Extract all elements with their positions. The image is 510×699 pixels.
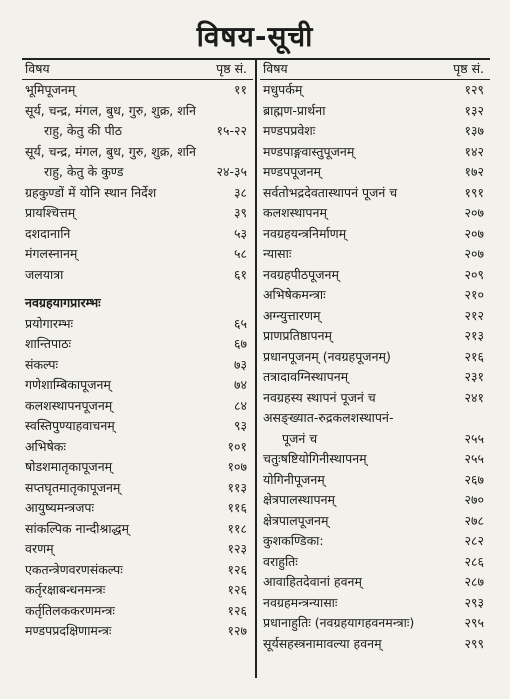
entry-title: नवग्रहमन्त्रन्यासाः xyxy=(263,594,338,610)
toc-entry xyxy=(260,593,490,614)
entry-title: संकल्पः xyxy=(25,356,59,372)
toc-entry xyxy=(260,408,490,429)
toc-entry xyxy=(260,531,490,552)
entry-title: सूर्यसहस्त्रनामावल्या हवनम् xyxy=(263,635,382,651)
toc-entry xyxy=(22,162,253,183)
entry-page-number: ११ xyxy=(233,82,247,97)
toc-entry xyxy=(260,162,490,183)
toc-entry xyxy=(260,470,490,491)
entry-title: भूमिपूजनम् xyxy=(25,82,76,97)
entry-title: राहु, केतु के कुण्ड xyxy=(44,164,124,179)
toc-entry xyxy=(260,490,490,511)
page-number-header: पृष्ठ सं. xyxy=(216,61,247,76)
entry-page-number: ७४ xyxy=(233,377,247,392)
entry-page-number: २१० xyxy=(464,287,484,302)
entry-page-number: २७८ xyxy=(464,512,484,528)
entry-title: ग्रहकुण्डों में योनि स्थान निर्देश xyxy=(25,184,157,200)
toc-entry xyxy=(22,539,253,560)
toc-entry xyxy=(22,203,253,224)
toc-entry xyxy=(22,498,253,519)
entry-page-number: ६१ xyxy=(233,266,247,282)
entry-page-number: २७० xyxy=(464,492,484,507)
toc-entry xyxy=(22,396,253,417)
entry-page-number: १७२ xyxy=(464,164,484,179)
entry-title: क्षेत्रपालपूजनम् xyxy=(263,512,329,528)
entry-title: कुशकण्डिका: xyxy=(263,533,324,548)
entry-page-number: २०७ xyxy=(464,225,484,241)
entry-title: मधुपर्कम् xyxy=(263,82,303,97)
entry-page-number: २५५ xyxy=(464,451,484,466)
toc-entry xyxy=(260,613,490,634)
entry-page-number: १३२ xyxy=(464,102,484,118)
toc-entry xyxy=(260,244,490,265)
entry-page-number: २०७ xyxy=(464,205,484,220)
entry-page-number: ८४ xyxy=(233,397,247,413)
entry-title: स्वस्तिपुण्याहवाचनम् xyxy=(25,418,115,433)
entry-page-number: २९९ xyxy=(464,635,484,651)
entry-title: असङ्ख्यात-रुद्रकलशस्थापनं- xyxy=(263,410,394,425)
entry-page-number: १०१ xyxy=(227,438,247,454)
entry-page-number: १२६ xyxy=(227,602,247,618)
entry-page-number: १२३ xyxy=(227,541,247,556)
entry-page-number: १०७ xyxy=(227,459,247,474)
entry-page-number: ११८ xyxy=(227,520,247,536)
toc-entry xyxy=(260,265,490,286)
entry-title: राहु, केतु की पीठ xyxy=(44,123,123,138)
toc-entry xyxy=(22,183,253,204)
right-column xyxy=(260,58,490,654)
toc-entry xyxy=(22,416,253,437)
entry-page-number: १५-२२ xyxy=(216,123,247,138)
entry-page-number: २४१ xyxy=(464,389,484,405)
subject-header: विषय xyxy=(263,61,288,76)
toc-entry xyxy=(22,560,253,581)
entry-title: एकतन्त्रेणवरणसंकल्पः xyxy=(25,561,123,577)
entry-title: नवग्रहपीठपूजनम् xyxy=(263,266,339,282)
entry-page-number: १९१ xyxy=(464,184,484,200)
row-spacer xyxy=(22,285,253,293)
entry-title: मण्डपपूजनम् xyxy=(263,164,321,179)
column-divider xyxy=(255,58,257,678)
toc-entry xyxy=(22,334,253,355)
entry-page-number: ५३ xyxy=(233,225,247,241)
entry-page-number: २८२ xyxy=(464,533,484,548)
entry-title: सर्वतोभद्रदेवतास्थापनं पूजनं च xyxy=(263,184,398,200)
toc-entry xyxy=(22,224,253,245)
entry-page-number: २०९ xyxy=(464,266,484,282)
toc-entry xyxy=(22,580,253,601)
toc-entry xyxy=(260,347,490,368)
toc-entry xyxy=(260,183,490,204)
page-title: विषय-सूची xyxy=(196,20,314,53)
left-column xyxy=(22,58,253,642)
toc-entry xyxy=(260,552,490,573)
entry-page-number: २४-३५ xyxy=(216,164,247,179)
toc-entry xyxy=(22,355,253,376)
toc-entry xyxy=(260,285,490,306)
entry-title: दशदानानि xyxy=(25,225,71,241)
entry-page-number: २०७ xyxy=(464,246,484,261)
entry-page-number: २१२ xyxy=(464,307,484,323)
entry-page-number: ३८ xyxy=(233,184,247,200)
entry-page-number: १२९ xyxy=(464,82,484,97)
entry-page-number: ७३ xyxy=(233,356,247,372)
entry-page-number: १३७ xyxy=(464,123,484,138)
toc-entry xyxy=(260,388,490,409)
entry-page-number: २९५ xyxy=(464,615,484,630)
entry-page-number: २१६ xyxy=(464,348,484,364)
toc-entry xyxy=(260,429,490,450)
entry-title: ब्राह्मण-प्रार्थना xyxy=(263,102,326,118)
entry-title: तत्रादावग्निस्थापनम् xyxy=(263,369,349,384)
toc-entry xyxy=(22,142,253,163)
entry-title: सांकल्पिक नान्दीश्राद्धम् xyxy=(25,520,130,536)
entry-title: पूजनं च xyxy=(282,430,318,446)
entry-page-number: २८६ xyxy=(464,553,484,569)
toc-entry xyxy=(22,314,253,335)
toc-entry xyxy=(260,367,490,388)
entry-page-number: २५५ xyxy=(464,430,484,446)
entry-title: नवग्रहयागप्रारम्भः xyxy=(25,295,101,310)
toc-entry xyxy=(260,306,490,327)
toc-entry xyxy=(260,101,490,122)
entry-title: नवग्रहयन्त्रनिर्माणम् xyxy=(263,225,347,241)
toc-entry xyxy=(22,80,253,101)
entry-title: शान्तिपाठः xyxy=(25,336,72,351)
entry-title: कलशस्थापनम् xyxy=(263,205,327,220)
toc-entry xyxy=(260,449,490,470)
toc-entry xyxy=(260,80,490,101)
toc-entry xyxy=(22,121,253,142)
entry-title: प्रधानाहुतिः (नवग्रहयागहवनमन्त्राः) xyxy=(263,615,415,630)
entry-title: प्राणप्रतिष्ठापनम् xyxy=(263,328,332,343)
entry-title: गणेशाम्बिकापूजनम् xyxy=(25,377,111,392)
entry-title: सूर्य, चन्द्र, मंगल, बुध, गुरु, शुक्र, शनि xyxy=(25,102,196,118)
entry-title: जलयात्रा xyxy=(25,266,64,282)
toc-entry xyxy=(260,142,490,163)
entry-title: मण्डपप्रदक्षिणामन्त्रः xyxy=(25,623,112,638)
right-column-header xyxy=(260,58,490,80)
entry-page-number: १२६ xyxy=(227,561,247,577)
entry-title: मण्डपाङ्गवास्तुपूजनम् xyxy=(263,143,355,159)
toc-entry xyxy=(260,121,490,142)
toc-entry xyxy=(22,478,253,499)
toc-entry xyxy=(22,244,253,265)
entry-page-number: ६५ xyxy=(233,315,247,331)
entry-page-number: ३९ xyxy=(233,205,247,220)
entry-title: मण्डपप्रवेशः xyxy=(263,123,316,138)
entry-title: चतुःषष्टियोगिनीस्थापनम् xyxy=(263,451,367,466)
entry-title: न्यासाः xyxy=(263,246,292,261)
entry-title: सूर्य, चन्द्र, मंगल, बुध, गुरु, शुक्र, शनि xyxy=(25,143,196,159)
entry-title: सप्तघृतमातृकापूजनम् xyxy=(25,479,121,495)
entry-title: षोडशमातृकापूजनम् xyxy=(25,459,113,474)
entry-title: कर्तृरक्षाबन्धनमन्त्रः xyxy=(25,582,106,597)
entry-title: नवग्रहस्य स्थापनं पूजनं च xyxy=(263,389,376,405)
toc-entry xyxy=(22,621,253,642)
toc-entry xyxy=(22,375,253,396)
toc-entry xyxy=(260,203,490,224)
entry-title: क्षेत्रपालस्थापनम् xyxy=(263,492,336,507)
entry-title: योगिनीपूजनम् xyxy=(263,471,325,487)
section-heading xyxy=(22,293,253,314)
entry-title: आयुष्यमन्त्रजपः xyxy=(25,500,95,515)
toc-entry xyxy=(22,437,253,458)
entry-page-number: १४२ xyxy=(464,143,484,159)
entry-page-number: ९३ xyxy=(233,418,247,433)
subject-header: विषय xyxy=(25,61,50,76)
toc-entry xyxy=(260,511,490,532)
entry-title: कलशस्थापनपूजनम् xyxy=(25,397,113,413)
entry-page-number: १२६ xyxy=(227,582,247,597)
entry-title: मंगलस्नानम् xyxy=(25,246,78,261)
toc-entry xyxy=(22,101,253,122)
left-entry-list xyxy=(22,80,253,642)
entry-page-number: २१३ xyxy=(464,328,484,343)
entry-page-number: ११६ xyxy=(227,500,247,515)
toc-entry xyxy=(260,572,490,593)
page-number-header: पृष्ठ सं. xyxy=(453,61,484,76)
entry-page-number: ६७ xyxy=(233,336,247,351)
entry-title: प्रायश्चित्तम् xyxy=(25,205,76,220)
entry-title: वरणम् xyxy=(25,541,54,556)
entry-page-number: २६७ xyxy=(464,471,484,487)
entry-page-number: २८७ xyxy=(464,574,484,589)
entry-page-number: २९३ xyxy=(464,594,484,610)
entry-page-number: ११३ xyxy=(227,479,247,495)
right-entry-list xyxy=(260,80,490,654)
toc-entry xyxy=(260,634,490,655)
entry-title: अग्न्युत्तारणम् xyxy=(263,307,321,323)
left-column-header xyxy=(22,58,253,80)
entry-title: अभिषेकमन्त्राः xyxy=(263,287,326,302)
entry-title: कर्तृतिलककरणमन्त्रः xyxy=(25,602,115,618)
toc-entry xyxy=(22,519,253,540)
entry-title: प्रधानपूजनम् (नवग्रहपूजनम्) xyxy=(263,348,391,364)
entry-page-number: १२७ xyxy=(227,623,247,638)
entry-title: अभिषेकः xyxy=(25,438,66,454)
entry-page-number: २३१ xyxy=(464,369,484,384)
toc-entry xyxy=(22,457,253,478)
toc-entry xyxy=(260,326,490,347)
entry-title: प्रयोगारम्भः xyxy=(25,315,74,331)
entry-title: आवाहितदेवानां हवनम् xyxy=(263,574,362,589)
toc-entry xyxy=(260,224,490,245)
toc-entry xyxy=(22,601,253,622)
entry-title: वराहुतिः xyxy=(263,553,298,569)
entry-page-number: ५८ xyxy=(233,246,247,261)
toc-entry xyxy=(22,265,253,286)
